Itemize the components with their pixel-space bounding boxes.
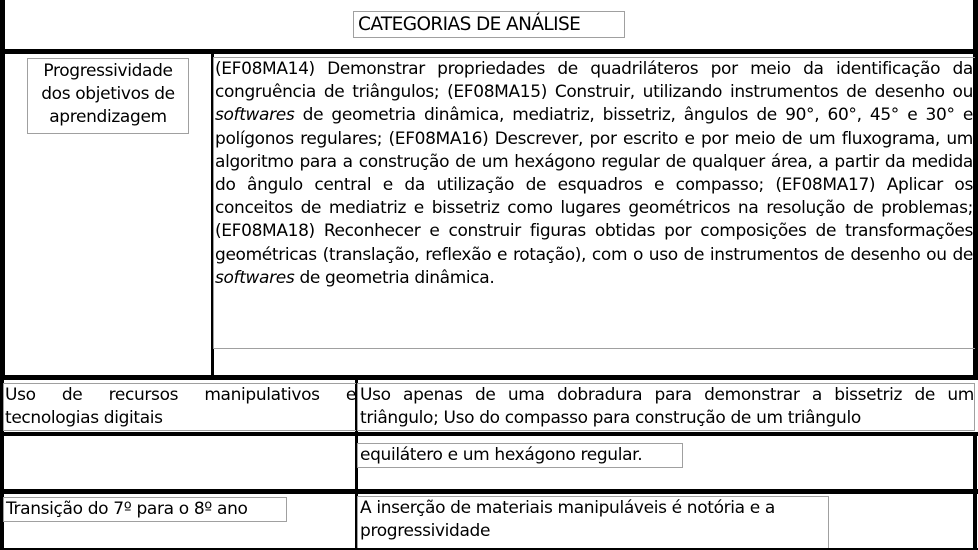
row1-content-cell bbox=[213, 57, 975, 349]
row1-content-text: de geometria dinâmica, mediatriz, bissetriz, ângulos de 90°, 60°, 45° e 30° e polígonos regulares; (EF08MA16) Descrever, por escrito e por meio de um fluxograma, um algoritmo para a construção de um hexágono regular de qualquer área, a partir da medida do ângulo central e da utilização de esquadros e compasso; (EF08MA17) Aplicar os conceitos de mediatriz e bissetriz como lugares geométricos na resolução de problemas; (EF08MA18) Reconhecer e construir figuras obtidas por composições de transformações geométricas (translação, reflexão e rotação), com o uso de instrumentos de desenho ou de bbox=[215, 105, 973, 265]
row3-divider bbox=[0, 489, 978, 494]
row3-content-cell bbox=[357, 496, 829, 549]
row2-content-continued-text: equilátero e um hexágono regular. bbox=[360, 445, 643, 465]
row3-category-cell bbox=[3, 497, 287, 522]
header-divider bbox=[0, 49, 978, 54]
table-header-title bbox=[353, 11, 625, 38]
row2-content-continued-cell bbox=[357, 443, 683, 468]
row2-content-cell bbox=[357, 383, 975, 431]
row2-divider bbox=[0, 432, 978, 436]
row1-content-text: (EF08MA14) Demonstrar propriedades de quadriláteros por meio da identificação da congruência de triângulos; (EF08MA15) Construir, utilizando instrumentos de desenho ou bbox=[215, 59, 973, 103]
row1-category-cell bbox=[27, 58, 189, 134]
row3-content-line: progressividade bbox=[360, 521, 491, 542]
row1-category-line: Progressividade bbox=[43, 61, 173, 81]
header-title-text: CATEGORIAS DE ANÁLISE bbox=[358, 14, 581, 35]
row1-divider bbox=[0, 375, 978, 380]
row2-category-text: Uso de recursos manipulativos e tecnologias digitais bbox=[5, 385, 356, 429]
row3-content-line: A inserção de materiais manipuláveis é notória e a bbox=[360, 498, 776, 518]
row1-content-emphasis: softwares bbox=[215, 105, 295, 126]
row2-category-cell bbox=[3, 383, 356, 431]
row1-content-emphasis: softwares bbox=[215, 267, 295, 288]
row1-category-line: dos objetivos de bbox=[41, 84, 175, 105]
row3-category-text: Transição do 7º para o 8º ano bbox=[6, 499, 248, 519]
table-border-left-top bbox=[0, 0, 5, 380]
row1-content-text: de geometria dinâmica. bbox=[294, 267, 495, 288]
row1-category-line: aprendizagem bbox=[49, 107, 167, 128]
row2-content-text: Uso apenas de uma dobradura para demonstrar a bissetriz de um triângulo; Uso do compasso para construção de um triângulo bbox=[360, 385, 974, 429]
